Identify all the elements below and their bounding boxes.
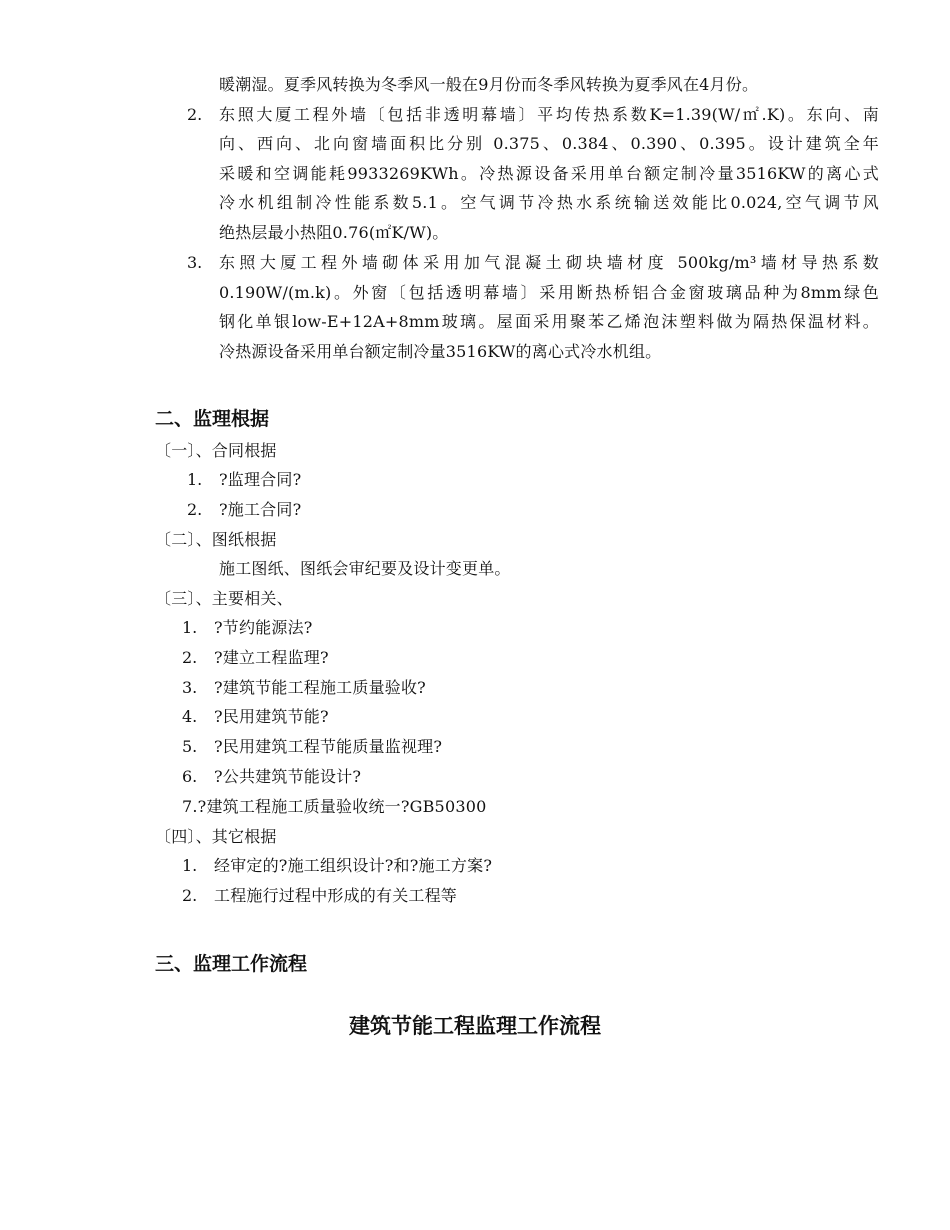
- list-item: 7.?建筑工程施工质量验收统一?GB50300: [182, 797, 487, 816]
- list-item: ?监理合同?: [219, 470, 302, 489]
- paragraph-line: 东照大厦工程外墙〔包括非透明幕墙〕平均传热系数K=1.39(W/㎡.K)。东向、南: [219, 105, 879, 124]
- paragraph-line: 东照大厦工程外墙砌体采用加气混凝土砌块墙材度 500kg/m³墙材导热系数: [219, 253, 879, 272]
- list-item: 工程施行过程中形成的有关工程等: [214, 886, 458, 905]
- list-number: 1.: [182, 856, 198, 875]
- list-number: 5.: [182, 737, 198, 756]
- paragraph-line: 冷水机组制冷性能系数5.1。空气调节冷热水系统输送效能比0.024,空气调节风: [219, 193, 879, 212]
- list-number: 4.: [182, 707, 198, 726]
- list-item: ?施工合同?: [219, 500, 302, 519]
- section-heading: 三、监理工作流程: [155, 953, 308, 975]
- list-number: 3.: [187, 253, 203, 272]
- list-number: 2.: [182, 886, 198, 905]
- list-item: ?建筑节能工程施工质量验收?: [214, 678, 426, 697]
- subsection-label: 〔二〕、图纸根据: [155, 530, 277, 549]
- list-number: 6.: [182, 767, 198, 786]
- subsection-label: 〔三〕、主要相关、: [155, 589, 293, 608]
- list-item: ?公共建筑节能设计?: [214, 767, 362, 786]
- paragraph-line: 采暖和空调能耗9933269KWh。冷热源设备采用单台额定制冷量3516KW的离心式: [219, 164, 879, 183]
- list-number: 2.: [182, 648, 198, 667]
- list-number: 2.: [187, 500, 203, 519]
- list-number: 3.: [182, 678, 198, 697]
- list-number: 2.: [187, 105, 203, 124]
- paragraph-line: 冷热源设备采用单台额定制冷量3516KW的离心式冷水机组。: [219, 342, 662, 361]
- list-item: ?建立工程监理?: [214, 648, 329, 667]
- paragraph-line: 0.190W/(m.k)。外窗〔包括透明幕墙〕采用断热桥铝合金窗玻璃品种为8mm绿色: [219, 283, 879, 302]
- subsection-label: 〔四〕、其它根据: [155, 827, 277, 846]
- list-item: ?民用建筑工程节能质量监视理?: [214, 737, 443, 756]
- paragraph-line: 暖潮湿。夏季风转换为冬季风一般在9月份而冬季风转换为夏季风在4月份。: [219, 75, 759, 94]
- subsection-label: 〔一〕、合同根据: [155, 441, 277, 460]
- list-number: 1.: [187, 470, 203, 489]
- list-item: ?节约能源法?: [214, 618, 313, 637]
- list-item: 经审定的?施工组织设计?和?施工方案?: [214, 856, 493, 875]
- flowchart-title: 建筑节能工程监理工作流程: [349, 1014, 601, 1038]
- section-heading: 二、监理根据: [155, 408, 270, 430]
- paragraph-line: 施工图纸、图纸会审纪要及设计变更单。: [219, 559, 511, 578]
- list-number: 1.: [182, 618, 198, 637]
- list-item: ?民用建筑节能?: [214, 707, 329, 726]
- paragraph-line: 绝热层最小热阻0.76(㎡K/W)。: [219, 223, 449, 242]
- paragraph-line: 向、西向、北向窗墙面积比分别 0.375、0.384、0.390、0.395。设计建筑全年: [219, 134, 879, 153]
- paragraph-line: 钢化单银low-E+12A+8mm玻璃。屋面采用聚苯乙烯泡沫塑料做为隔热保温材料。: [219, 312, 879, 331]
